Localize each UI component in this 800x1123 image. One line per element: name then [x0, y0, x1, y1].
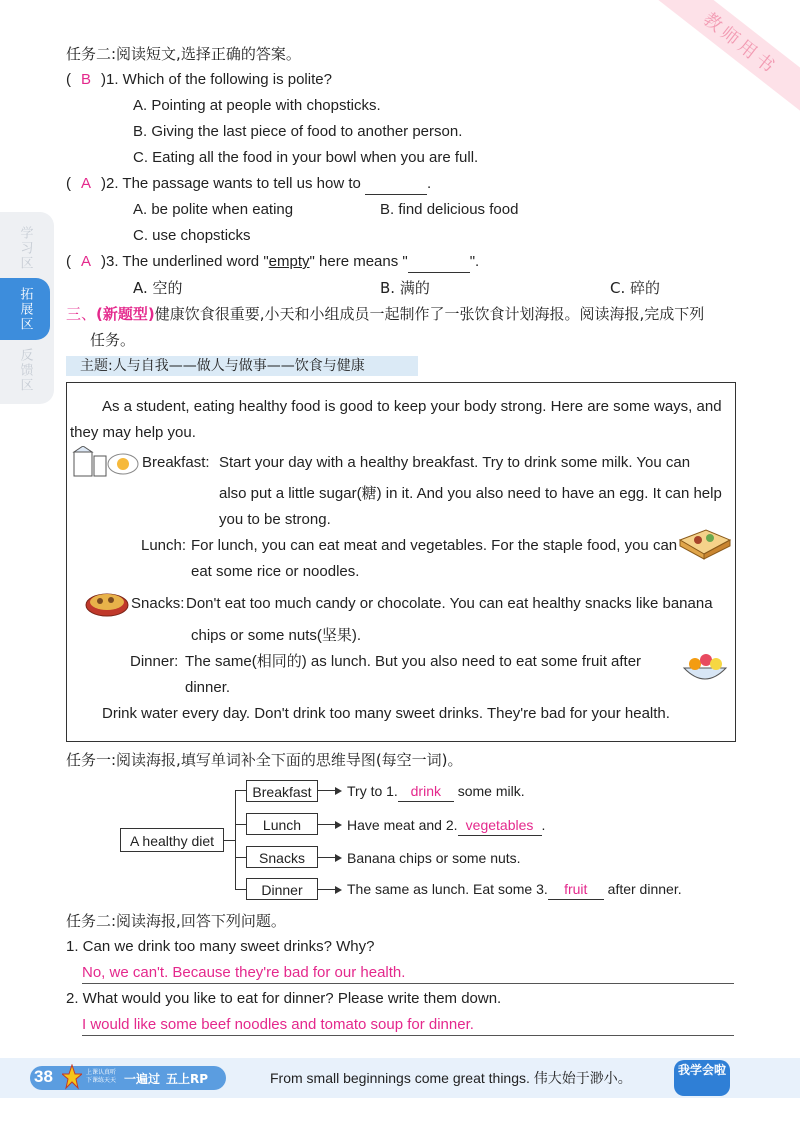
poster-closing: Drink water every day. Don't drink too many sweet drinks. They're bad for your health.: [102, 705, 670, 722]
mindmap-root: A healthy diet: [120, 828, 224, 852]
mindmap-spine: [235, 790, 236, 889]
q3-option-b: B. 满的: [380, 279, 430, 297]
q1-option-a: A. Pointing at people with chopsticks.: [133, 97, 381, 114]
lunch-text-1: For lunch, you can eat meat and vegetables. For the staple food, you can: [191, 537, 678, 554]
breakfast-text-1: Start your day with a healthy breakfast. Try to drink some milk. You can: [219, 454, 691, 471]
branch-text-dinner: The same as lunch. Eat some 3. fruit after dinner.: [347, 879, 682, 900]
blank-1[interactable]: drink: [398, 781, 454, 802]
tab-extension-area[interactable]: 拓展区: [0, 278, 50, 340]
q2-option-c: C. use chopsticks: [133, 227, 251, 244]
footer-grade: 五上RP: [166, 1072, 209, 1086]
branch-text-snacks: Banana chips or some nuts.: [347, 850, 521, 866]
branch-text-breakfast: Try to 1. drink some milk.: [347, 781, 525, 802]
lunch-label: Lunch:: [141, 537, 187, 554]
footer-brand: 一遍过: [124, 1072, 161, 1086]
q2-option-b: B. find delicious food: [380, 201, 519, 218]
snack-plate-icon: [84, 588, 130, 618]
arrow-head-4: [335, 886, 342, 894]
question-3: ( A )3. The underlined word "empty" here means " ".: [66, 252, 479, 273]
arrow-line-1: [318, 790, 336, 791]
q2-option-a: A. be polite when eating: [133, 201, 294, 218]
question-2: ( A )2. The passage wants to tell us how to .: [66, 174, 431, 195]
lunch-text-2: eat some rice or noodles.: [191, 563, 360, 580]
answer-bottom-1[interactable]: No, we can't. Because they're bad for our health.: [82, 963, 734, 984]
breakfast-text-3: you to be strong.: [219, 511, 331, 528]
i-learned-badge: 我学会啦: [674, 1060, 730, 1096]
task2-bottom-heading: 任务二:阅读海报,回答下列问题。: [66, 912, 286, 930]
blank-3[interactable]: fruit: [548, 879, 604, 900]
tab-study-area[interactable]: 学习区: [17, 225, 33, 271]
dinner-label: Dinner:: [130, 653, 179, 670]
tab-feedback-area[interactable]: 反馈区: [17, 347, 33, 393]
breakfast-label: Breakfast:: [142, 454, 210, 471]
snacks-text-2: chips or some nuts(坚果).: [191, 627, 362, 644]
answer-1: B: [80, 71, 91, 88]
node-lunch: Lunch: [246, 813, 318, 835]
question-bottom-2: 2. What would you like to eat for dinner? Please write them down.: [66, 990, 502, 1007]
q3-option-a: A. 空的: [133, 279, 183, 297]
page-number: 38: [34, 1067, 53, 1086]
arrow-head-2: [335, 821, 342, 829]
question-bottom-1: 1. Can we drink too many sweet drinks? Why?: [66, 938, 375, 955]
new-question-type-tag: (新题型): [96, 305, 155, 323]
section3-intro-line2: 任务。: [90, 331, 136, 349]
section3-intro: 三、(新题型)健康饮食很重要,小天和小组成员一起制作了一张饮食计划海报。阅读海报,完成下列: [66, 305, 705, 323]
q2-blank: [365, 174, 427, 195]
page-footer: [0, 1058, 800, 1098]
node-breakfast: Breakfast: [246, 780, 318, 802]
arrow-line-2: [318, 824, 336, 825]
arrow-line-3: [318, 857, 336, 858]
theme-banner: 主题:人与自我——做人与做事——饮食与健康: [66, 356, 418, 376]
star-mascot-icon: [62, 1064, 82, 1092]
dinner-text-2: dinner.: [185, 679, 231, 696]
node-dinner: Dinner: [246, 878, 318, 900]
section-sidebar: [0, 212, 54, 404]
footer-proverb: From small beginnings come great things. 伟大始于渺小。: [270, 1070, 632, 1086]
q3-option-c: C. 碎的: [610, 279, 661, 297]
answer-2: A: [80, 175, 91, 192]
arrow-line-4: [318, 889, 336, 890]
answer-3: A: [80, 253, 91, 270]
blank-2[interactable]: vegetables: [458, 815, 542, 836]
poster-intro-1: As a student, eating healthy food is good to keep your body strong. Here are some ways, and: [102, 398, 722, 415]
teacher-edition-ribbon: 教师用书: [648, 0, 800, 121]
arrow-head-3: [335, 854, 342, 862]
snacks-label: Snacks:: [131, 595, 185, 612]
fruit-bowl-icon: [680, 650, 730, 686]
branch-text-lunch: Have meat and 2. vegetables .: [347, 815, 545, 836]
breakfast-text-2: also put a little sugar(糖) in it. And you also need to have an egg. It can help: [219, 485, 722, 502]
task2-heading: 任务二:阅读短文,选择正确的答案。: [66, 45, 301, 63]
poster-intro-2: they may help you.: [70, 424, 196, 441]
arrow-head-1: [335, 787, 342, 795]
q3-blank: [408, 252, 470, 273]
question-1: ( B )1. Which of the following is polite?: [66, 71, 332, 88]
lunch-box-icon: [678, 526, 732, 560]
underlined-word: empty: [268, 253, 310, 270]
answer-bottom-2[interactable]: I would like some beef noodles and tomato soup for dinner.: [82, 1015, 734, 1036]
node-snacks: Snacks: [246, 846, 318, 868]
task1-heading: 任务一:阅读海报,填写单词补全下面的思维导图(每空一词)。: [66, 751, 463, 769]
q1-option-b: B. Giving the last piece of food to another person.: [133, 123, 463, 140]
q1-option-c: C. Eating all the food in your bowl when you are full.: [133, 149, 479, 166]
snacks-text-1: Don't eat too much candy or chocolate. You can eat healthy snacks like banana: [186, 595, 713, 612]
footer-slogan: 上课认真听 下课练天天: [86, 1069, 117, 1084]
dinner-text-1: The same(相同的) as lunch. But you also need to eat some fruit after: [185, 653, 642, 670]
milk-egg-icon: [70, 446, 140, 478]
